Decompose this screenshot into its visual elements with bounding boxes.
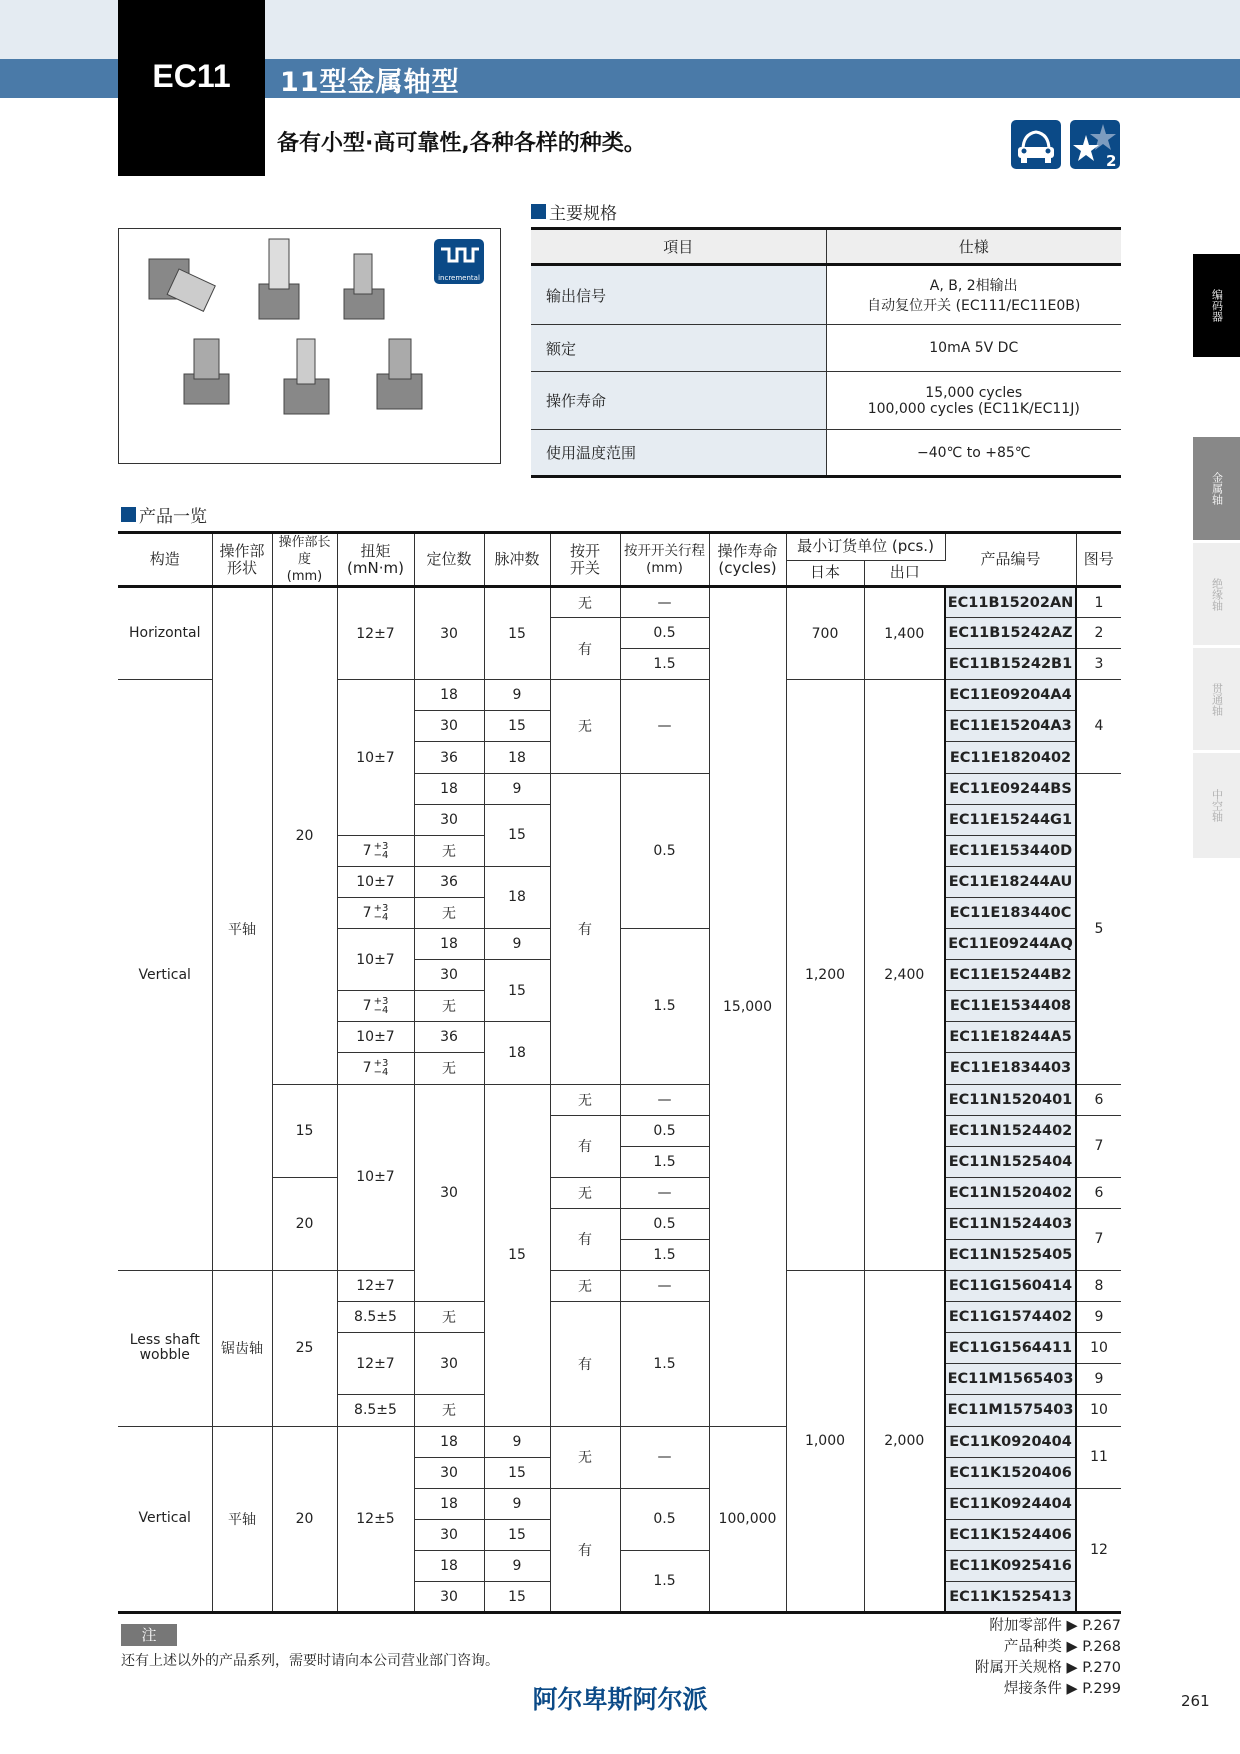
torque-cell: 7 +3 −4 bbox=[337, 897, 414, 928]
push-cell: 无 bbox=[550, 587, 620, 618]
length-cell: 20 bbox=[272, 1177, 337, 1270]
pulse-cell: 15 bbox=[484, 1084, 550, 1426]
travel-cell: 1.5 bbox=[620, 1550, 709, 1612]
travel-cell: — bbox=[620, 1426, 709, 1488]
torque-cell: 10±7 bbox=[337, 929, 414, 991]
structure-cell: Horizontal bbox=[118, 587, 212, 680]
ref-link[interactable]: 附属开关规格 ▶ P.270 bbox=[974, 1660, 1121, 1676]
length-cell: 20 bbox=[272, 587, 337, 1085]
travel-cell: — bbox=[620, 1084, 709, 1115]
product-photo bbox=[118, 228, 501, 464]
push-cell: 有 bbox=[550, 618, 620, 680]
car-icon bbox=[1011, 120, 1061, 169]
push-cell: 有 bbox=[550, 1115, 620, 1177]
product-code-cell: EC11E09244AQ bbox=[945, 929, 1076, 960]
side-tab-insulated-shaft[interactable]: 绝缘轴 bbox=[1193, 543, 1240, 645]
figure-number-cell: 1 bbox=[1076, 587, 1121, 618]
shape-cell: 平轴 bbox=[212, 1426, 272, 1613]
travel-cell: 1.5 bbox=[620, 1302, 709, 1426]
detent-cell: 无 bbox=[414, 897, 484, 928]
pulse-cell: 18 bbox=[484, 1022, 550, 1084]
pulse-cell: 15 bbox=[484, 587, 550, 680]
structure-cell: Vertical bbox=[118, 1426, 212, 1613]
travel-cell: — bbox=[620, 680, 709, 773]
table-row bbox=[118, 1426, 1121, 1457]
product-code-cell: EC11G1574402 bbox=[945, 1302, 1076, 1333]
torque-cell: 10±7 bbox=[337, 866, 414, 897]
side-tab-metal-shaft[interactable]: 金属轴 bbox=[1193, 437, 1240, 540]
torque-cell: 8.5±5 bbox=[337, 1395, 414, 1426]
product-code-cell: EC11K0924404 bbox=[945, 1488, 1076, 1519]
product-code-cell: EC11E183440C bbox=[945, 897, 1076, 928]
detent-cell: 无 bbox=[414, 1302, 484, 1333]
pulse-cell: 9 bbox=[484, 1488, 550, 1519]
detent-cell: 30 bbox=[414, 711, 484, 742]
product-code-cell: EC11N1525404 bbox=[945, 1146, 1076, 1177]
travel-cell: 1.5 bbox=[620, 929, 709, 1084]
product-code-cell: EC11E15204A3 bbox=[945, 711, 1076, 742]
moq-export-cell: 1,400 bbox=[864, 587, 945, 680]
star-rating-icon bbox=[1070, 120, 1120, 169]
side-tab-hollow-shaft[interactable]: 中空轴 bbox=[1193, 753, 1240, 858]
product-code-cell: EC11B15242B1 bbox=[945, 649, 1076, 680]
note-tag: 注 bbox=[121, 1624, 177, 1646]
product-code-cell: EC11K0920404 bbox=[945, 1426, 1076, 1457]
detent-cell: 30 bbox=[414, 960, 484, 991]
moq-export-cell: 2,400 bbox=[864, 680, 945, 1271]
push-cell: 无 bbox=[550, 1177, 620, 1208]
push-cell: 无 bbox=[550, 680, 620, 773]
torque-cell: 10±7 bbox=[337, 680, 414, 835]
product-code-cell: EC11K1525413 bbox=[945, 1582, 1076, 1613]
note-text: 还有上述以外的产品系列，需要时请向本公司营业部门咨询。 bbox=[121, 1653, 499, 1669]
table-row bbox=[118, 1271, 1121, 1302]
torque-cell: 7 +3 −4 bbox=[337, 991, 414, 1022]
moq-japan-cell: 700 bbox=[786, 587, 864, 680]
push-cell: 有 bbox=[550, 1488, 620, 1612]
detent-cell: 无 bbox=[414, 1395, 484, 1426]
pulse-cell: 18 bbox=[484, 742, 550, 773]
detent-cell: 无 bbox=[414, 991, 484, 1022]
ref-link[interactable]: 附加零部件 ▶ P.267 bbox=[989, 1618, 1121, 1634]
travel-cell: 0.5 bbox=[620, 773, 709, 928]
detent-cell: 30 bbox=[414, 1333, 484, 1395]
detent-cell: 30 bbox=[414, 804, 484, 835]
product-code-cell: EC11N1525405 bbox=[945, 1239, 1076, 1270]
torque-cell: 10±7 bbox=[337, 1084, 414, 1271]
detent-cell: 18 bbox=[414, 1426, 484, 1457]
product-code-cell: EC11B15202AN bbox=[945, 587, 1076, 618]
spec-row: 操作寿命 15,000 cycles 100,000 cycles (EC11K/EC11J) bbox=[531, 372, 1121, 430]
spec-row: 额定 10mA 5V DC bbox=[531, 325, 1121, 372]
spec-section-title: 主要规格 bbox=[531, 199, 617, 224]
detent-cell: 无 bbox=[414, 1053, 484, 1084]
spec-table: 項目 仕様 输出信号 A, B, 2相输出 自动复位开关 (EC111/EC11E0B) 额定 10mA 5V DC 操作寿命 15,000 cycles 100,000 cycles (EC11K/EC11J) 使用温度范围 −40℃ to +85℃ bbox=[531, 227, 1121, 478]
torque-cell: 7 +3 −4 bbox=[337, 835, 414, 866]
product-code-cell: EC11M1565403 bbox=[945, 1364, 1076, 1395]
pulse-cell: 15 bbox=[484, 711, 550, 742]
push-cell: 有 bbox=[550, 773, 620, 1084]
shape-cell: 平轴 bbox=[212, 587, 272, 1271]
pulse-cell: 15 bbox=[484, 1582, 550, 1613]
figure-number-cell: 9 bbox=[1076, 1364, 1121, 1395]
life-cell: 100,000 bbox=[709, 1426, 786, 1613]
svg-text:2: 2 bbox=[1106, 152, 1117, 169]
travel-cell: — bbox=[620, 1177, 709, 1208]
torque-cell: 10±7 bbox=[337, 1022, 414, 1053]
push-cell: 有 bbox=[550, 1302, 620, 1426]
page-title: 11型金属轴型 bbox=[280, 67, 460, 98]
product-code-cell: EC11E09244BS bbox=[945, 773, 1076, 804]
pulse-cell: 9 bbox=[484, 1550, 550, 1581]
detent-cell: 30 bbox=[414, 1457, 484, 1488]
side-tab-through-shaft[interactable]: 贯通轴 bbox=[1193, 648, 1240, 750]
pulse-cell: 15 bbox=[484, 804, 550, 866]
product-code-cell: EC11G1560414 bbox=[945, 1271, 1076, 1302]
product-code-cell: EC11B15242AZ bbox=[945, 618, 1076, 649]
push-cell: 有 bbox=[550, 1208, 620, 1270]
ref-link[interactable]: 产品种类 ▶ P.268 bbox=[1003, 1639, 1121, 1655]
detent-cell: 30 bbox=[414, 1582, 484, 1613]
detent-cell: 30 bbox=[414, 1084, 484, 1302]
detent-cell: 30 bbox=[414, 1519, 484, 1550]
spec-row: 输出信号 A, B, 2相输出 自动复位开关 (EC111/EC11E0B) bbox=[531, 265, 1121, 325]
length-cell: 20 bbox=[272, 1426, 337, 1613]
pulse-cell: 15 bbox=[484, 1457, 550, 1488]
pulse-cell: 9 bbox=[484, 773, 550, 804]
torque-cell: 12±7 bbox=[337, 1333, 414, 1395]
page-subtitle: 备有小型·高可靠性,各种各样的种类。 bbox=[277, 131, 646, 156]
figure-number-cell: 10 bbox=[1076, 1333, 1121, 1364]
moq-japan-cell: 1,200 bbox=[786, 680, 864, 1271]
detent-cell: 18 bbox=[414, 1488, 484, 1519]
detent-cell: 18 bbox=[414, 680, 484, 711]
product-code-cell: EC11G1564411 bbox=[945, 1333, 1076, 1364]
moq-japan-cell: 1,000 bbox=[786, 1271, 864, 1613]
product-code-cell: EC11K1520406 bbox=[945, 1457, 1076, 1488]
detent-cell: 36 bbox=[414, 1022, 484, 1053]
life-cell: 15,000 bbox=[709, 587, 786, 1427]
travel-cell: 0.5 bbox=[620, 1208, 709, 1239]
detent-cell: 30 bbox=[414, 587, 484, 680]
length-cell: 25 bbox=[272, 1271, 337, 1426]
shape-cell: 锯齿轴 bbox=[212, 1271, 272, 1426]
detent-cell: 18 bbox=[414, 929, 484, 960]
figure-number-cell: 3 bbox=[1076, 649, 1121, 680]
travel-cell: 1.5 bbox=[620, 649, 709, 680]
figure-number-cell: 11 bbox=[1076, 1426, 1121, 1488]
product-code-cell: EC11M1575403 bbox=[945, 1395, 1076, 1426]
spec-row: 使用温度范围 −40℃ to +85℃ bbox=[531, 430, 1121, 477]
pulse-cell: 9 bbox=[484, 1426, 550, 1457]
figure-number-cell: 7 bbox=[1076, 1208, 1121, 1270]
page-number: 261 bbox=[1181, 1692, 1210, 1710]
torque-cell: 8.5±5 bbox=[337, 1302, 414, 1333]
product-code-cell: EC11E15244G1 bbox=[945, 804, 1076, 835]
detent-cell: 无 bbox=[414, 835, 484, 866]
pulse-cell: 9 bbox=[484, 680, 550, 711]
travel-cell: 0.5 bbox=[620, 1488, 709, 1550]
detent-cell: 18 bbox=[414, 1550, 484, 1581]
pulse-cell: 18 bbox=[484, 866, 550, 928]
figure-number-cell: 12 bbox=[1076, 1488, 1121, 1612]
pulse-cell: 15 bbox=[484, 1519, 550, 1550]
travel-cell: 1.5 bbox=[620, 1146, 709, 1177]
product-code-cell: EC11N1524402 bbox=[945, 1115, 1076, 1146]
brand-logo: 阿尔卑斯阿尔派 bbox=[532, 1685, 708, 1714]
product-table: 构造 操作部 形状 操作部长度 (mm) 扭矩 (mN·m) 定位数 脉冲数 按开 开关 按开开关行程 (mm) 操作寿命 (cycles) 最小订货单位 (pcs.) 产品编号 图号 日本 出口 Horizontal 平轴 20 12±7 30 15 无 — 15,000 700 1,400 EC11B15202AN 1 有 0.5 EC11B15242AZ 2 1.5 EC11B15242B1 3 Vertical 10±7 18 9 无 — 1,200 2,400 EC11E09204A4 4 30 15 EC11E15204A3 36 18 EC11E1820402 18 9 有 0.5 EC11E09244BS 5 30 15 EC11E15244G1 7 +3 −4 无 EC11E153440D 10±7 36 18 EC11E18244AU 7 +3 −4 无 EC11E183440C 10±7 18 9 1.5 EC11E09244AQ 30 15 EC11E15244B2 7 +3 −4 无 EC11E1534408 10±7 36 18 EC11E18244A5 7 +3 −4 无 EC11E1834403 15 10±7 30 15 无 — EC11N1520401 6 有 0.5 EC11N1524402 7 1.5 EC11N1525404 20 无 — EC11N1520402 6 有 0.5 EC11N1524403 7 1.5 EC11N1525405 Less shaft wobble 锯齿轴 25 12±7 无 — 1,000 2,000 EC11G1560414 8 8.5±5 无 有 1.5 EC11G1574402 9 12±7 30 EC11G1564411 10 EC11M1565403 9 8.5±5 无 EC11M1575403 10 Vertical 平轴 20 12±5 18 9 无 — 100,000 EC11K0920404 11 30 15 EC11K1520406 18 9 有 0.5 EC11K0924404 12 30 15 EC11K1524406 18 9 1.5 EC11K0925416 30 15 EC11K1525413 bbox=[118, 531, 1121, 1614]
travel-cell: 0.5 bbox=[620, 1115, 709, 1146]
product-code-cell: EC11E153440D bbox=[945, 835, 1076, 866]
moq-export-cell: 2,000 bbox=[864, 1271, 945, 1613]
figure-number-cell: 2 bbox=[1076, 618, 1121, 649]
ref-link[interactable]: 焊接条件 ▶ P.299 bbox=[1003, 1681, 1121, 1697]
product-code-cell: EC11N1520402 bbox=[945, 1177, 1076, 1208]
structure-cell: Less shaft wobble bbox=[118, 1271, 212, 1426]
product-code-cell: EC11E15244B2 bbox=[945, 960, 1076, 991]
pulse-cell: 9 bbox=[484, 929, 550, 960]
figure-number-cell: 5 bbox=[1076, 773, 1121, 1084]
travel-cell: 1.5 bbox=[620, 1239, 709, 1270]
detent-cell: 36 bbox=[414, 742, 484, 773]
push-cell: 无 bbox=[550, 1084, 620, 1115]
push-cell: 无 bbox=[550, 1271, 620, 1302]
detent-cell: 18 bbox=[414, 773, 484, 804]
figure-number-cell: 9 bbox=[1076, 1302, 1121, 1333]
torque-cell: 12±7 bbox=[337, 587, 414, 680]
length-cell: 15 bbox=[272, 1084, 337, 1177]
figure-number-cell: 7 bbox=[1076, 1115, 1121, 1177]
travel-cell: — bbox=[620, 1271, 709, 1302]
torque-cell: 7 +3 −4 bbox=[337, 1053, 414, 1084]
product-code-cell: EC11K0925416 bbox=[945, 1550, 1076, 1581]
torque-cell: 12±5 bbox=[337, 1426, 414, 1613]
product-code-cell: EC11N1524403 bbox=[945, 1208, 1076, 1239]
product-code-cell: EC11E1534408 bbox=[945, 991, 1076, 1022]
incremental-logo-text: incremental bbox=[438, 274, 480, 282]
product-code-cell: EC11E1820402 bbox=[945, 742, 1076, 773]
pulse-cell: 15 bbox=[484, 960, 550, 1022]
product-code-cell: EC11E09204A4 bbox=[945, 680, 1076, 711]
figure-number-cell: 6 bbox=[1076, 1084, 1121, 1115]
product-code-cell: EC11E18244AU bbox=[945, 866, 1076, 897]
detent-cell: 36 bbox=[414, 866, 484, 897]
figure-number-cell: 10 bbox=[1076, 1395, 1121, 1426]
table-row bbox=[118, 587, 1121, 618]
figure-number-cell: 8 bbox=[1076, 1271, 1121, 1302]
product-code-cell: EC11K1524406 bbox=[945, 1519, 1076, 1550]
figure-number-cell: 4 bbox=[1076, 680, 1121, 773]
product-section-title: 产品一览 bbox=[121, 502, 207, 527]
model-name: EC11 bbox=[152, 58, 231, 94]
push-cell: 无 bbox=[550, 1426, 620, 1488]
travel-cell: 0.5 bbox=[620, 618, 709, 649]
torque-cell: 12±7 bbox=[337, 1271, 414, 1302]
side-tab-encoder[interactable]: 编码器 bbox=[1193, 254, 1240, 357]
structure-cell: Vertical bbox=[118, 680, 212, 1271]
figure-number-cell: 6 bbox=[1076, 1177, 1121, 1208]
product-code-cell: EC11E18244A5 bbox=[945, 1022, 1076, 1053]
product-code-cell: EC11E1834403 bbox=[945, 1053, 1076, 1084]
travel-cell: — bbox=[620, 587, 709, 618]
product-code-cell: EC11N1520401 bbox=[945, 1084, 1076, 1115]
